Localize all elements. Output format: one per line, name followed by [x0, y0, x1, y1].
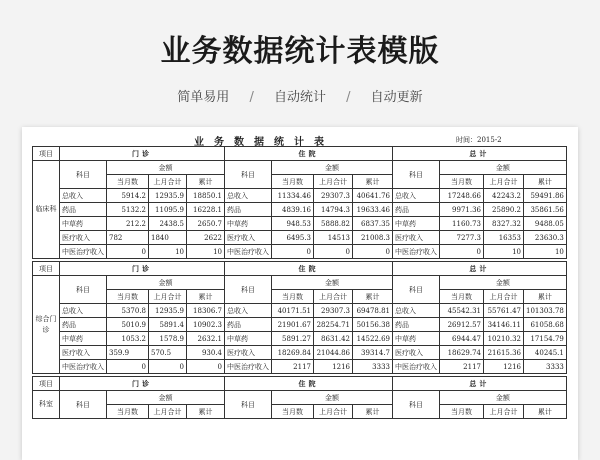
- value-cell: 0: [440, 245, 484, 259]
- value-cell: 10: [187, 245, 225, 259]
- value-cell: 8327.32: [484, 217, 524, 231]
- row-label-menzhen: 中草药: [60, 217, 107, 231]
- dept-cell: 临床科: [33, 161, 60, 259]
- value-cell: 29307.3: [314, 189, 353, 203]
- value-cell: 10210.32: [484, 332, 524, 346]
- value-cell: 2117: [272, 360, 314, 374]
- value-cell: 5010.9: [107, 318, 149, 332]
- header-last-month: 上月合计: [484, 290, 524, 304]
- header-zhuyuan: 住院: [225, 147, 393, 161]
- value-cell: 11334.46: [272, 189, 314, 203]
- value-cell: 45542.31: [440, 304, 484, 318]
- header-last-month: 上月合计: [314, 290, 353, 304]
- header-this-month: 当月数: [107, 290, 149, 304]
- row-label-menzhen: 医疗收入: [60, 346, 107, 360]
- dept-cell: 综合门诊: [33, 276, 60, 374]
- table-row: [33, 346, 567, 360]
- header-cumulative: 累计: [353, 290, 393, 304]
- header-kemu: 科目: [60, 276, 107, 304]
- header-item: 项目: [33, 262, 60, 276]
- row-label-zong: 药品: [393, 203, 440, 217]
- header-kemu: 科目: [393, 276, 440, 304]
- value-cell: 359.9: [107, 346, 149, 360]
- value-cell: 40641.76: [353, 189, 393, 203]
- header-menzhen: 门诊: [60, 147, 225, 161]
- value-cell: 10: [484, 245, 524, 259]
- header-kemu: 科目: [225, 276, 272, 304]
- value-cell: 0: [187, 360, 225, 374]
- value-cell: 18269.84: [272, 346, 314, 360]
- value-cell: 0: [149, 360, 187, 374]
- header-zong: 总计: [393, 147, 567, 161]
- header-jine: 金额: [272, 391, 393, 405]
- row-label-zhuyuan: 总收入: [225, 304, 272, 318]
- row-label-zong: 总收入: [393, 189, 440, 203]
- feature-auto-update: 自动更新: [370, 90, 423, 105]
- header-this-month: 当月数: [440, 175, 484, 189]
- value-cell: 18850.1: [187, 189, 225, 203]
- header-zong: 总计: [393, 262, 567, 276]
- row-label-zhuyuan: 总收入: [225, 189, 272, 203]
- header-last-month: 上月合计: [484, 405, 524, 419]
- header-last-month: 上月合计: [314, 175, 353, 189]
- header-this-month: 当月数: [107, 175, 149, 189]
- value-cell: 23630.3: [524, 231, 567, 245]
- table-row: [33, 217, 567, 231]
- value-cell: 5888.82: [314, 217, 353, 231]
- spreadsheet-preview: [22, 127, 578, 460]
- row-label-menzhen: 中医治疗收入: [60, 245, 107, 259]
- header-kemu: 科目: [225, 391, 272, 419]
- value-cell: 0: [272, 245, 314, 259]
- value-cell: 59491.86: [524, 189, 567, 203]
- value-cell: 1840: [149, 231, 187, 245]
- value-cell: 21044.86: [314, 346, 353, 360]
- value-cell: 212.2: [107, 217, 149, 231]
- value-cell: 6837.35: [353, 217, 393, 231]
- header-cumulative: 累计: [524, 405, 567, 419]
- row-label-menzhen: 药品: [60, 203, 107, 217]
- header-cumulative: 累计: [353, 405, 393, 419]
- value-cell: 17248.66: [440, 189, 484, 203]
- value-cell: 6944.47: [440, 332, 484, 346]
- row-label-zong: 药品: [393, 318, 440, 332]
- row-label-zong: 中医治疗收入: [393, 360, 440, 374]
- header-this-month: 当月数: [440, 405, 484, 419]
- row-label-zhuyuan: 药品: [225, 318, 272, 332]
- value-cell: 19633.46: [353, 203, 393, 217]
- value-cell: 1216: [314, 360, 353, 374]
- row-label-menzhen: 中草药: [60, 332, 107, 346]
- value-cell: 55761.47: [484, 304, 524, 318]
- value-cell: 28254.71: [314, 318, 353, 332]
- statistics-table: [32, 146, 567, 419]
- value-cell: 12935.9: [149, 304, 187, 318]
- row-label-zhuyuan: 药品: [225, 203, 272, 217]
- value-cell: 39314.7: [353, 346, 393, 360]
- value-cell: 5132.2: [107, 203, 149, 217]
- header-cumulative: 累计: [187, 405, 225, 419]
- row-label-menzhen: 医疗收入: [60, 231, 107, 245]
- header-zhuyuan: 住院: [225, 262, 393, 276]
- header-last-month: 上月合计: [484, 175, 524, 189]
- header-cumulative: 累计: [524, 290, 567, 304]
- value-cell: 11095.9: [149, 203, 187, 217]
- value-cell: 18306.7: [187, 304, 225, 318]
- feature-auto-stats: 自动统计: [273, 90, 326, 105]
- header-jine: 金额: [107, 276, 225, 290]
- header-cumulative: 累计: [353, 175, 393, 189]
- value-cell: 930.4: [187, 346, 225, 360]
- row-label-zhuyuan: 中草药: [225, 332, 272, 346]
- header-menzhen: 门诊: [60, 262, 225, 276]
- value-cell: 9488.05: [524, 217, 567, 231]
- table-row: [33, 304, 567, 318]
- table-row: [33, 189, 567, 203]
- row-label-zhuyuan: 医疗收入: [225, 346, 272, 360]
- value-cell: 5891.27: [272, 332, 314, 346]
- value-cell: 3333: [524, 360, 567, 374]
- header-jine: 金额: [272, 276, 393, 290]
- value-cell: 10: [524, 245, 567, 259]
- value-cell: 5891.4: [149, 318, 187, 332]
- header-kemu: 科目: [393, 391, 440, 419]
- header-jine: 金额: [107, 391, 225, 405]
- table-row: [33, 318, 567, 332]
- value-cell: 10: [149, 245, 187, 259]
- row-label-zhuyuan: 中医治疗收入: [225, 360, 272, 374]
- row-label-zong: 医疗收入: [393, 231, 440, 245]
- value-cell: 50156.38: [353, 318, 393, 332]
- value-cell: 25890.2: [484, 203, 524, 217]
- row-label-zong: 中草药: [393, 217, 440, 231]
- value-cell: 2632.1: [187, 332, 225, 346]
- row-label-zong: 总收入: [393, 304, 440, 318]
- value-cell: 14513: [314, 231, 353, 245]
- header-last-month: 上月合计: [149, 175, 187, 189]
- header-zhuyuan: 住院: [225, 377, 393, 391]
- table-row: [33, 360, 567, 374]
- value-cell: 0: [314, 245, 353, 259]
- row-label-zong: 医疗收入: [393, 346, 440, 360]
- table-row: [33, 332, 567, 346]
- header-jine: 金额: [440, 161, 567, 175]
- value-cell: 2438.5: [149, 217, 187, 231]
- feature-easy: 简单易用: [177, 90, 230, 105]
- value-cell: 26912.57: [440, 318, 484, 332]
- value-cell: 5370.8: [107, 304, 149, 318]
- value-cell: 42243.2: [484, 189, 524, 203]
- value-cell: 14794.3: [314, 203, 353, 217]
- sheet-title: 业务数据统计表: [194, 137, 334, 148]
- separator: /: [346, 90, 351, 105]
- header-zong: 总计: [393, 377, 567, 391]
- value-cell: 21615.36: [484, 346, 524, 360]
- sheet-time: 时间：2015-2: [456, 136, 502, 144]
- value-cell: 10902.3: [187, 318, 225, 332]
- header-cumulative: 累计: [524, 175, 567, 189]
- value-cell: 18629.74: [440, 346, 484, 360]
- value-cell: 2650.7: [187, 217, 225, 231]
- header-cumulative: 累计: [187, 175, 225, 189]
- hero-title: 业务数据统计表模版: [160, 34, 440, 69]
- header-kemu: 科目: [60, 161, 107, 189]
- value-cell: 0: [353, 245, 393, 259]
- value-cell: 21901.67: [272, 318, 314, 332]
- row-label-zong: 中草药: [393, 332, 440, 346]
- table-row: [33, 203, 567, 217]
- value-cell: 570.5: [149, 346, 187, 360]
- header-this-month: 当月数: [272, 405, 314, 419]
- value-cell: 101303.78: [524, 304, 567, 318]
- value-cell: 29307.3: [314, 304, 353, 318]
- header-last-month: 上月合计: [149, 405, 187, 419]
- value-cell: 7277.3: [440, 231, 484, 245]
- value-cell: 40171.51: [272, 304, 314, 318]
- feature-list: [0, 86, 600, 105]
- header-this-month: 当月数: [272, 290, 314, 304]
- value-cell: 948.53: [272, 217, 314, 231]
- value-cell: 1160.73: [440, 217, 484, 231]
- header-jine: 金额: [440, 276, 567, 290]
- header-menzhen: 门诊: [60, 377, 225, 391]
- row-label-zhuyuan: 医疗收入: [225, 231, 272, 245]
- value-cell: 782: [107, 231, 149, 245]
- row-label-menzhen: 总收入: [60, 304, 107, 318]
- value-cell: 1053.2: [107, 332, 149, 346]
- header-this-month: 当月数: [107, 405, 149, 419]
- value-cell: 0: [107, 245, 149, 259]
- header-cumulative: 累计: [187, 290, 225, 304]
- header-last-month: 上月合计: [314, 405, 353, 419]
- header-last-month: 上月合计: [149, 290, 187, 304]
- value-cell: 3333: [353, 360, 393, 374]
- value-cell: 12935.9: [149, 189, 187, 203]
- header-item: 项目: [33, 147, 60, 161]
- row-label-menzhen: 总收入: [60, 189, 107, 203]
- header-jine: 金额: [107, 161, 225, 175]
- value-cell: 17154.79: [524, 332, 567, 346]
- value-cell: 0: [107, 360, 149, 374]
- value-cell: 69478.81: [353, 304, 393, 318]
- value-cell: 16228.1: [187, 203, 225, 217]
- header-this-month: 当月数: [272, 175, 314, 189]
- value-cell: 16353: [484, 231, 524, 245]
- value-cell: 1578.9: [149, 332, 187, 346]
- header-jine: 金额: [440, 391, 567, 405]
- dept-cell: 科室: [33, 391, 60, 419]
- row-label-menzhen: 中医治疗收入: [60, 360, 107, 374]
- separator: /: [249, 90, 254, 105]
- table-row: [33, 245, 567, 259]
- row-label-zhuyuan: 中草药: [225, 217, 272, 231]
- value-cell: 6495.3: [272, 231, 314, 245]
- header-kemu: 科目: [60, 391, 107, 419]
- header-kemu: 科目: [225, 161, 272, 189]
- value-cell: 1216: [484, 360, 524, 374]
- value-cell: 4839.16: [272, 203, 314, 217]
- value-cell: 5914.2: [107, 189, 149, 203]
- value-cell: 35861.56: [524, 203, 567, 217]
- row-label-zhuyuan: 中医治疗收入: [225, 245, 272, 259]
- value-cell: 14522.69: [353, 332, 393, 346]
- value-cell: 9971.36: [440, 203, 484, 217]
- row-label-menzhen: 药品: [60, 318, 107, 332]
- value-cell: 8631.42: [314, 332, 353, 346]
- value-cell: 2622: [187, 231, 225, 245]
- value-cell: 40245.1: [524, 346, 567, 360]
- value-cell: 61058.68: [524, 318, 567, 332]
- value-cell: 21008.3: [353, 231, 393, 245]
- value-cell: 34146.11: [484, 318, 524, 332]
- header-this-month: 当月数: [440, 290, 484, 304]
- header-item: 项目: [33, 377, 60, 391]
- header-kemu: 科目: [393, 161, 440, 189]
- value-cell: 2117: [440, 360, 484, 374]
- header-jine: 金额: [272, 161, 393, 175]
- row-label-zong: 中医治疗收入: [393, 245, 440, 259]
- table-row: [33, 231, 567, 245]
